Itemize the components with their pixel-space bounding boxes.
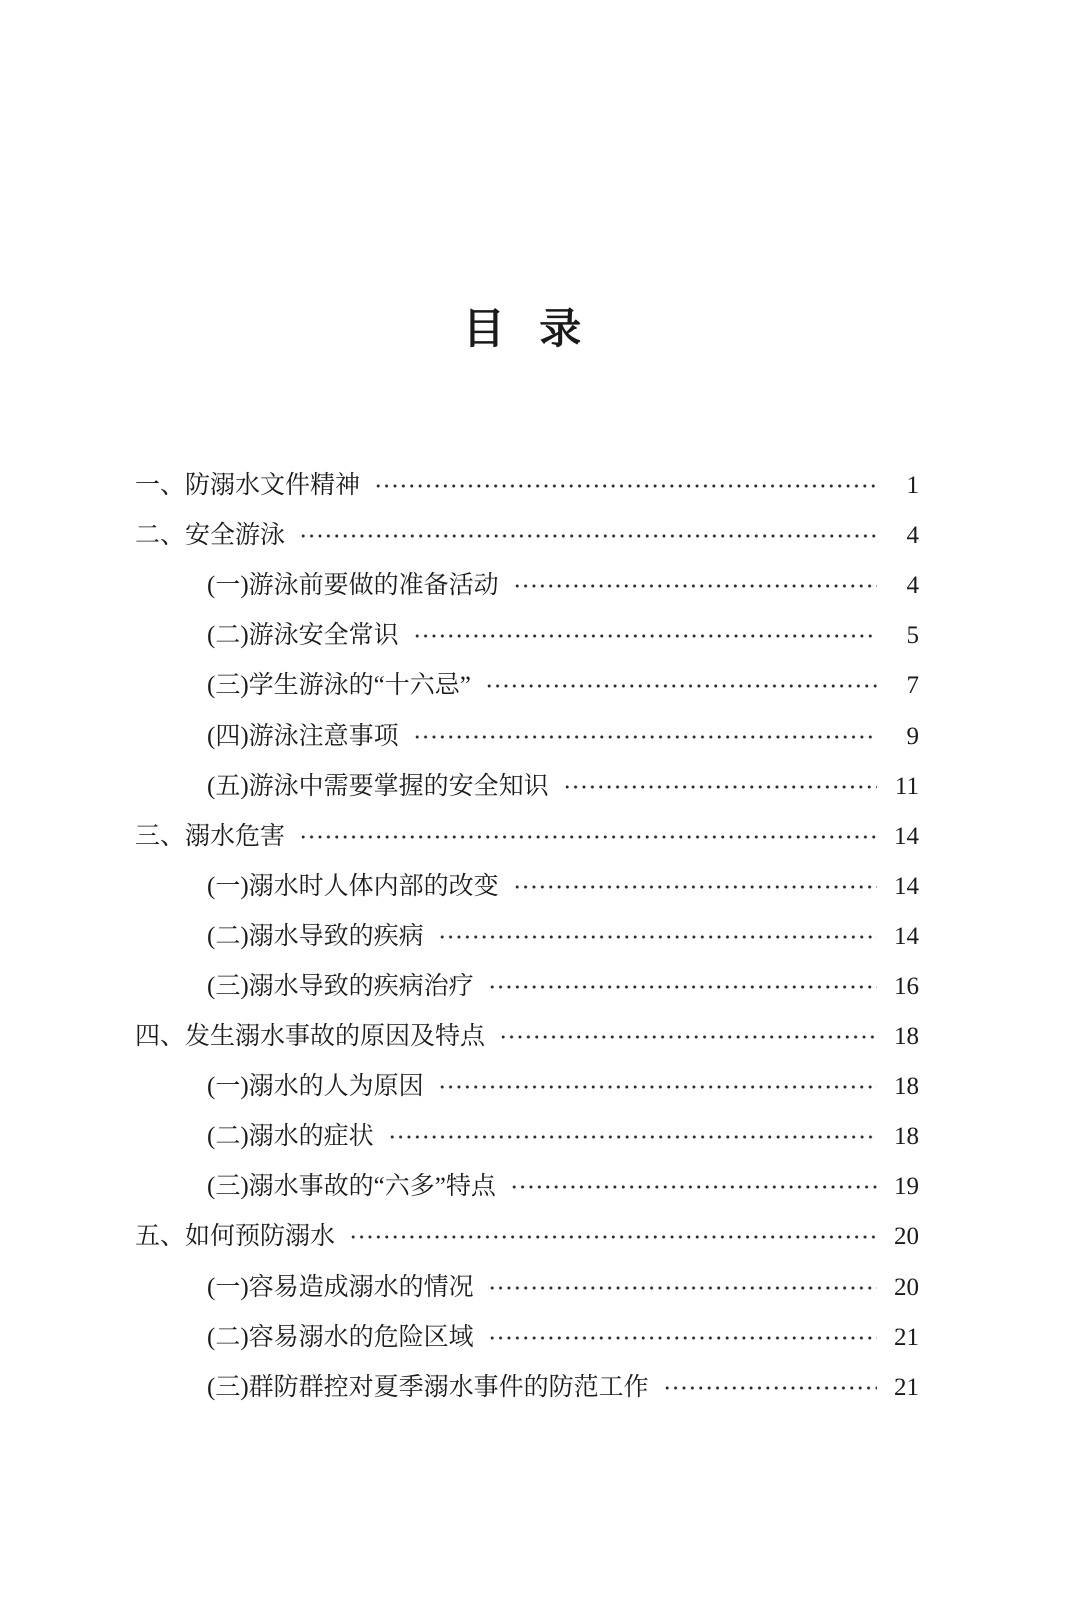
dot-leader [663,1385,877,1391]
toc-page-number: 5 [906,622,919,650]
toc-chapter-entry[interactable] [135,511,919,561]
dot-leader [413,734,877,740]
toc-chapter-entry[interactable] [135,812,919,862]
toc-page-number: 11 [894,772,919,800]
toc-section-entry[interactable] [135,661,919,711]
toc-page-number: 20 [894,1223,919,1251]
toc-entry-label: (二)游泳安全常识 [207,622,399,650]
dot-leader [488,1285,877,1291]
toc-entry-label: 二、安全游泳 [135,522,286,550]
dot-leader [438,1084,877,1090]
toc-chapter-entry[interactable] [135,1012,919,1062]
toc-page-number: 14 [894,822,919,850]
dot-leader [388,1134,877,1140]
toc-section-entry[interactable] [135,711,919,761]
toc-page-number: 14 [894,922,919,950]
toc-entry-label: (三)溺水事故的“六多”特点 [207,1173,496,1201]
toc-section-entry[interactable] [135,1062,919,1112]
dot-leader [485,683,877,689]
toc-entry-label: 三、溺水危害 [135,822,286,850]
toc-section-entry[interactable] [135,611,919,661]
toc-section-entry[interactable] [135,561,919,611]
dot-leader [299,533,877,539]
toc-entry-label: (二)容易溺水的危险区域 [207,1323,474,1351]
toc-entry-label: (二)溺水导致的疾病 [207,922,424,950]
dot-leader [513,884,877,890]
toc-page-number: 9 [906,722,919,750]
toc-entry-label: (四)游泳注意事项 [207,722,399,750]
toc-page-number: 18 [894,1023,919,1051]
toc-entry-label: (二)溺水的症状 [207,1123,374,1151]
dot-leader [299,834,877,840]
page-title: 目 录 [462,307,594,353]
toc-section-entry[interactable] [135,1263,919,1313]
toc-page-number: 18 [894,1073,919,1101]
toc-section-entry[interactable] [135,912,919,962]
toc-page-number: 16 [894,972,919,1000]
toc-page-number: 4 [906,522,919,550]
dot-leader [488,1335,877,1341]
table-of-contents [135,461,919,1413]
dot-leader [413,633,877,639]
toc-page-number: 18 [894,1123,919,1151]
dot-leader [563,784,877,790]
toc-page-number: 14 [894,872,919,900]
toc-section-entry[interactable] [135,862,919,912]
toc-entry-label: 一、防溺水文件精神 [135,472,361,500]
toc-section-entry[interactable] [135,1313,919,1363]
toc-entry-label: (三)群防群控对夏季溺水事件的防范工作 [207,1373,649,1401]
toc-entry-label: (三)学生游泳的“十六忌” [207,672,471,700]
dot-leader [488,984,877,990]
toc-page-number: 21 [894,1323,919,1351]
dot-leader [513,583,877,589]
toc-section-entry[interactable] [135,1112,919,1162]
toc-page-number: 4 [906,572,919,600]
toc-entry-label: (一)容易造成溺水的情况 [207,1273,474,1301]
toc-entry-label: (一)溺水时人体内部的改变 [207,872,499,900]
dot-leader [438,934,877,940]
toc-page-number: 21 [894,1373,919,1401]
toc-section-entry[interactable] [135,962,919,1012]
dot-leader [374,483,877,489]
toc-section-entry[interactable] [135,1162,919,1212]
toc-entry-label: 五、如何预防溺水 [135,1223,336,1251]
dot-leader [349,1234,877,1240]
dot-leader [510,1184,877,1190]
toc-page-number: 1 [906,472,919,500]
toc-entry-label: 四、发生溺水事故的原因及特点 [135,1023,486,1051]
toc-entry-label: (一)游泳前要做的准备活动 [207,572,499,600]
toc-entry-label: (五)游泳中需要掌握的安全知识 [207,772,549,800]
toc-entry-label: (三)溺水导致的疾病治疗 [207,972,474,1000]
toc-entry-label: (一)溺水的人为原因 [207,1073,424,1101]
toc-section-entry[interactable] [135,762,919,812]
toc-page-number: 19 [894,1173,919,1201]
dot-leader [499,1034,877,1040]
toc-chapter-entry[interactable] [135,1212,919,1262]
toc-page-number: 7 [906,672,919,700]
toc-chapter-entry[interactable] [135,461,919,511]
toc-section-entry[interactable] [135,1363,919,1413]
toc-page-number: 20 [894,1273,919,1301]
